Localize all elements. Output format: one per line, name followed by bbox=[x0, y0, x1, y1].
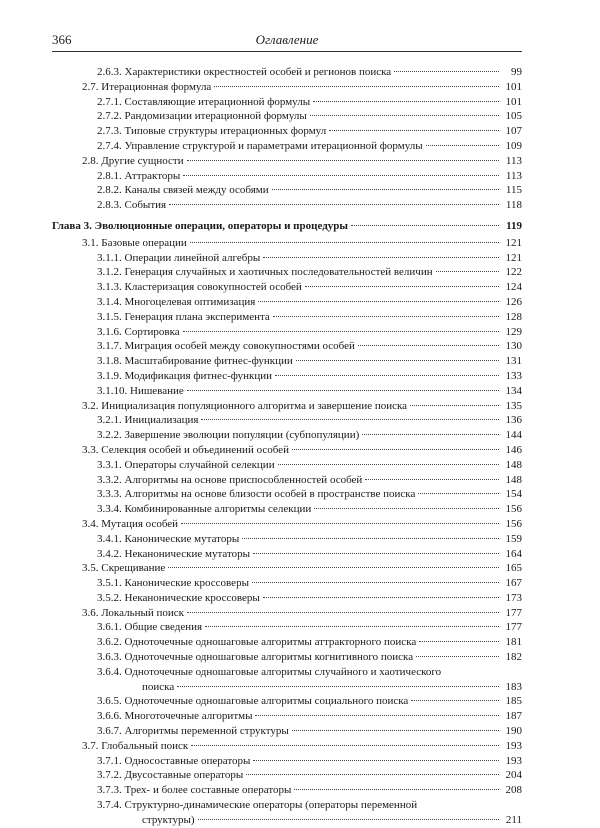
toc-entry bbox=[52, 650, 522, 665]
toc-entry-page: 154 bbox=[505, 488, 522, 501]
toc-entry-page: 122 bbox=[505, 266, 522, 279]
toc-entry-page: 126 bbox=[505, 295, 522, 308]
toc-entry-page: 113 bbox=[505, 169, 522, 182]
toc-entry-page: 101 bbox=[505, 80, 522, 93]
toc-entry-page: 146 bbox=[505, 443, 522, 456]
toc-entry-title: 3.7.1. Односоставные операторы bbox=[97, 754, 251, 767]
toc-entry-title: поиска bbox=[142, 680, 175, 693]
toc-entry-page: 183 bbox=[505, 680, 522, 693]
toc-entry bbox=[52, 295, 522, 310]
toc-entry-title: 3.2. Инициализация популяционного алгоритма и завершение поиска bbox=[82, 399, 408, 412]
toc-entry bbox=[52, 458, 522, 473]
dot-leader bbox=[177, 686, 499, 687]
toc-entry bbox=[52, 369, 522, 384]
toc-entry bbox=[52, 754, 522, 769]
dot-leader bbox=[329, 130, 499, 131]
toc-entry-page: 118 bbox=[505, 199, 522, 212]
dot-leader bbox=[205, 626, 499, 627]
toc-entry-title: 3.6.2. Одноточечные одношаговые алгоритмы аттракторного поиска bbox=[97, 636, 417, 649]
dot-leader bbox=[394, 71, 499, 72]
toc-entry-title: 2.7. Итерационная формула bbox=[82, 80, 212, 93]
toc-entry bbox=[52, 124, 522, 139]
toc-entry bbox=[52, 502, 522, 517]
toc-entry-title: 2.7.3. Типовые структуры итерационных формул bbox=[97, 125, 327, 138]
dot-leader bbox=[365, 479, 499, 480]
toc-entry-title: 2.7.4. Управление структурой и параметрами итерационной формулы bbox=[97, 139, 423, 152]
dot-leader bbox=[168, 567, 499, 568]
toc-entry-page: 135 bbox=[505, 399, 522, 412]
toc-entry bbox=[52, 198, 522, 213]
toc-entry-page: 133 bbox=[505, 369, 522, 382]
toc-entry bbox=[52, 561, 522, 576]
toc-entry-page: 134 bbox=[505, 384, 522, 397]
toc-entry-page: 177 bbox=[505, 606, 522, 619]
toc-entry bbox=[52, 591, 522, 606]
dot-leader bbox=[263, 257, 499, 258]
toc-entry-page: 131 bbox=[505, 355, 522, 368]
toc-entry-page: 148 bbox=[505, 458, 522, 471]
toc-entry-title: 3.4.2. Неканонические мутаторы bbox=[97, 547, 251, 560]
toc-entry-page: 121 bbox=[505, 236, 522, 249]
toc-entry bbox=[52, 139, 522, 154]
dot-leader bbox=[362, 434, 499, 435]
dot-leader bbox=[242, 538, 499, 539]
table-of-contents bbox=[52, 65, 522, 828]
toc-entry-title: 3.1.7. Миграция особей между совокупностями особей bbox=[97, 340, 355, 353]
toc-entry-page: 105 bbox=[505, 110, 522, 123]
toc-entry-page: 167 bbox=[505, 577, 522, 590]
dot-leader bbox=[181, 523, 499, 524]
dot-leader bbox=[201, 419, 499, 420]
toc-entry-page: 128 bbox=[505, 310, 522, 323]
dot-leader bbox=[272, 189, 499, 190]
toc-entry-title: 3.4. Мутация особей bbox=[82, 517, 179, 530]
toc-entry-title: 3.1.4. Многоцелевая оптимизация bbox=[97, 295, 256, 308]
toc-entry-page: 148 bbox=[505, 473, 522, 486]
toc-entry bbox=[52, 413, 522, 428]
toc-entry bbox=[52, 384, 522, 399]
toc-entry-page: 165 bbox=[505, 562, 522, 575]
toc-entry-title: 3.6.1. Общие сведения bbox=[97, 621, 203, 634]
toc-entry-page: 181 bbox=[505, 636, 522, 649]
toc-entry bbox=[52, 80, 522, 95]
toc-entry-page: 115 bbox=[505, 184, 522, 197]
dot-leader bbox=[410, 405, 499, 406]
toc-entry-title: 3.6. Локальный поиск bbox=[82, 606, 185, 619]
toc-entry-page: 129 bbox=[505, 325, 522, 338]
dot-leader bbox=[253, 553, 499, 554]
toc-entry-title: 3.6.5. Одноточечные одношаговые алгоритмы социального поиска bbox=[97, 695, 409, 708]
toc-entry-page: 211 bbox=[505, 813, 522, 826]
toc-entry bbox=[52, 739, 522, 754]
dot-leader bbox=[253, 760, 499, 761]
dot-leader bbox=[436, 271, 499, 272]
toc-entry-page: 182 bbox=[505, 651, 522, 664]
toc-entry bbox=[52, 154, 522, 169]
toc-entry bbox=[52, 251, 522, 266]
toc-entry-title: 3.3.1. Операторы случайной селекции bbox=[97, 458, 275, 471]
toc-entry-page: 101 bbox=[505, 95, 522, 108]
toc-entry bbox=[52, 635, 522, 650]
toc-entry bbox=[52, 517, 522, 532]
dot-leader bbox=[169, 204, 499, 205]
toc-entry bbox=[52, 798, 522, 813]
toc-entry bbox=[52, 680, 522, 695]
toc-entry bbox=[52, 236, 522, 251]
toc-entry-page: 208 bbox=[505, 784, 522, 797]
toc-entry bbox=[52, 183, 522, 198]
toc-entry-page: 124 bbox=[505, 281, 522, 294]
toc-entry-title: 3.7.3. Трех- и более составные операторы bbox=[97, 784, 292, 797]
toc-entry-title: 3.1.8. Масштабирование фитнес-функции bbox=[97, 355, 293, 368]
toc-entry-title: 3.3.2. Алгоритмы на основе приспособленностей особей bbox=[97, 473, 363, 486]
dot-leader bbox=[190, 242, 499, 243]
page-number: 366 bbox=[52, 32, 72, 47]
dot-leader bbox=[305, 286, 499, 287]
dot-leader bbox=[314, 508, 499, 509]
toc-entry-title: 3.1.2. Генерация случайных и хаотичных последовательностей величин bbox=[97, 266, 433, 279]
toc-entry-title: 3.1.10. Нишевание bbox=[97, 384, 184, 397]
toc-entry bbox=[52, 109, 522, 124]
dot-leader bbox=[426, 145, 499, 146]
toc-entry-page: 185 bbox=[505, 695, 522, 708]
toc-entry-page: 130 bbox=[505, 340, 522, 353]
toc-entry-page: 121 bbox=[505, 251, 522, 264]
toc-entry-title: 3.2.2. Завершение эволюции популяции (субпопуляции) bbox=[97, 429, 360, 442]
toc-entry-title: 3.1.6. Сортировка bbox=[97, 325, 180, 338]
dot-leader bbox=[258, 301, 499, 302]
toc-entry bbox=[52, 399, 522, 414]
toc-entry bbox=[52, 547, 522, 562]
toc-entry-title: 2.7.2. Рандомизации итерационной формулы bbox=[97, 110, 307, 123]
toc-entry-page: 177 bbox=[505, 621, 522, 634]
toc-entry-title: структуры) bbox=[142, 813, 195, 826]
toc-entry-title: 3.1.5. Генерация плана эксперимента bbox=[97, 310, 270, 323]
toc-entry bbox=[52, 325, 522, 340]
toc-entry bbox=[52, 473, 522, 488]
toc-entry-page: 159 bbox=[505, 532, 522, 545]
dot-leader bbox=[310, 115, 499, 116]
toc-entry bbox=[52, 576, 522, 591]
dot-leader bbox=[187, 160, 499, 161]
toc-entry bbox=[52, 428, 522, 443]
toc-entry-title: 3.1.9. Модификация фитнес-функции bbox=[97, 369, 272, 382]
dot-leader bbox=[351, 225, 499, 226]
dot-leader bbox=[292, 449, 499, 450]
dot-leader bbox=[418, 493, 499, 494]
dot-leader bbox=[255, 715, 499, 716]
dot-leader bbox=[294, 789, 499, 790]
toc-entry bbox=[52, 169, 522, 184]
toc-entry-title: 3.2.1. Инициализация bbox=[97, 414, 199, 427]
toc-entry-page: 144 bbox=[505, 429, 522, 442]
toc-entry bbox=[52, 606, 522, 621]
toc-entry-title: 2.8. Другие сущности bbox=[82, 154, 184, 167]
toc-entry bbox=[52, 265, 522, 280]
dot-leader bbox=[419, 641, 499, 642]
dot-leader bbox=[198, 819, 499, 820]
toc-entry bbox=[52, 95, 522, 110]
dot-leader bbox=[263, 597, 499, 598]
toc-entry bbox=[52, 694, 522, 709]
dot-leader bbox=[214, 86, 499, 87]
toc-entry-title: 3.6.6. Многоточечные алгоритмы bbox=[97, 710, 253, 723]
toc-entry-title: 2.7.1. Составляющие итерационной формулы bbox=[97, 95, 311, 108]
dot-leader bbox=[275, 375, 499, 376]
dot-leader bbox=[252, 582, 499, 583]
dot-leader bbox=[313, 101, 499, 102]
header-rule bbox=[52, 51, 522, 52]
toc-entry-title: 3.3.3. Алгоритмы на основе близости особей в пространстве поиска bbox=[97, 488, 416, 501]
toc-entry-page: 193 bbox=[505, 739, 522, 752]
page-header bbox=[52, 30, 522, 50]
toc-entry bbox=[52, 354, 522, 369]
dot-leader bbox=[411, 700, 499, 701]
dot-leader bbox=[416, 656, 499, 657]
toc-entry bbox=[52, 219, 522, 234]
toc-entry-title: 3.5.2. Неканонические кроссоверы bbox=[97, 591, 260, 604]
toc-entry-page: 113 bbox=[505, 154, 522, 167]
toc-entry-title: 3.3. Селекция особей и объединений особей bbox=[82, 443, 289, 456]
toc-entry-page: 164 bbox=[505, 547, 522, 560]
toc-entry-title: 3.1.3. Кластеризация совокупностей особей bbox=[97, 281, 302, 294]
toc-entry-page: 107 bbox=[505, 125, 522, 138]
toc-entry-title: 2.6.3. Характеристики окрестностей особей и регионов поиска bbox=[97, 66, 392, 78]
toc-entry bbox=[52, 310, 522, 325]
toc-entry-title: 3.5.1. Канонические кроссоверы bbox=[97, 577, 249, 590]
dot-leader bbox=[187, 612, 499, 613]
toc-entry bbox=[52, 339, 522, 354]
toc-entry-title: 3.6.7. Алгоритмы переменной структуры bbox=[97, 725, 289, 738]
toc-entry bbox=[52, 665, 522, 680]
toc-entry bbox=[52, 443, 522, 458]
toc-entry bbox=[52, 487, 522, 502]
toc-entry bbox=[52, 65, 522, 80]
toc-entry-page: 136 bbox=[505, 414, 522, 427]
toc-entry-title: 3.7.2. Двусоставные операторы bbox=[97, 769, 244, 782]
toc-entry bbox=[52, 783, 522, 798]
toc-entry-page: 119 bbox=[506, 219, 522, 232]
toc-entry-title: 3.6.4. Одноточечные одношаговые алгоритмы случайного и хаотического bbox=[97, 665, 442, 678]
toc-entry bbox=[52, 709, 522, 724]
dot-leader bbox=[246, 774, 499, 775]
dot-leader bbox=[187, 390, 499, 391]
toc-entry-page: 204 bbox=[505, 769, 522, 782]
dot-leader bbox=[296, 360, 499, 361]
dot-leader bbox=[191, 745, 499, 746]
toc-entry bbox=[52, 813, 522, 828]
toc-entry-page: 190 bbox=[505, 725, 522, 738]
toc-entry-title: 3.1.1. Операции линейной алгебры bbox=[97, 251, 261, 264]
toc-entry-title: 3.6.3. Одноточечные одношаговые алгоритмы когнитивного поиска bbox=[97, 651, 414, 664]
toc-entry-page: 193 bbox=[505, 754, 522, 767]
toc-entry-page: 156 bbox=[505, 517, 522, 530]
toc-entry bbox=[52, 768, 522, 783]
toc-entry-title: 3.7.4. Структурно-динамические операторы (операторы переменной bbox=[97, 799, 418, 812]
dot-leader bbox=[278, 464, 499, 465]
toc-entry bbox=[52, 532, 522, 547]
toc-entry-title: 3.1. Базовые операции bbox=[82, 236, 187, 249]
running-title: Оглавление bbox=[255, 32, 319, 47]
toc-entry-page: 173 bbox=[505, 591, 522, 604]
toc-entry bbox=[52, 620, 522, 635]
toc-entry-page: 99 bbox=[511, 66, 522, 78]
toc-entry-page: 156 bbox=[505, 503, 522, 516]
dot-leader bbox=[358, 345, 499, 346]
toc-entry-title: 2.8.1. Аттракторы bbox=[97, 169, 181, 182]
dot-leader bbox=[273, 316, 499, 317]
toc-entry bbox=[52, 280, 522, 295]
toc-entry bbox=[52, 724, 522, 739]
toc-entry-title: 3.3.4. Комбинированные алгоритмы селекции bbox=[97, 503, 312, 516]
toc-entry-page: 109 bbox=[505, 139, 522, 152]
toc-entry-title: 3.5. Скрещивание bbox=[82, 562, 166, 575]
toc-entry-title: Глава 3. Эволюционные операции, операторы и процедуры bbox=[52, 219, 348, 232]
toc-entry-title: 3.7. Глобальный поиск bbox=[82, 739, 189, 752]
toc-entry-title: 2.8.2. Каналы связей между особями bbox=[97, 184, 269, 197]
dot-leader bbox=[183, 331, 499, 332]
dot-leader bbox=[183, 175, 499, 176]
dot-leader bbox=[292, 730, 499, 731]
toc-entry-title: 2.8.3. События bbox=[97, 199, 167, 212]
toc-entry-title: 3.4.1. Канонические мутаторы bbox=[97, 532, 240, 545]
toc-entry-page: 187 bbox=[505, 710, 522, 723]
